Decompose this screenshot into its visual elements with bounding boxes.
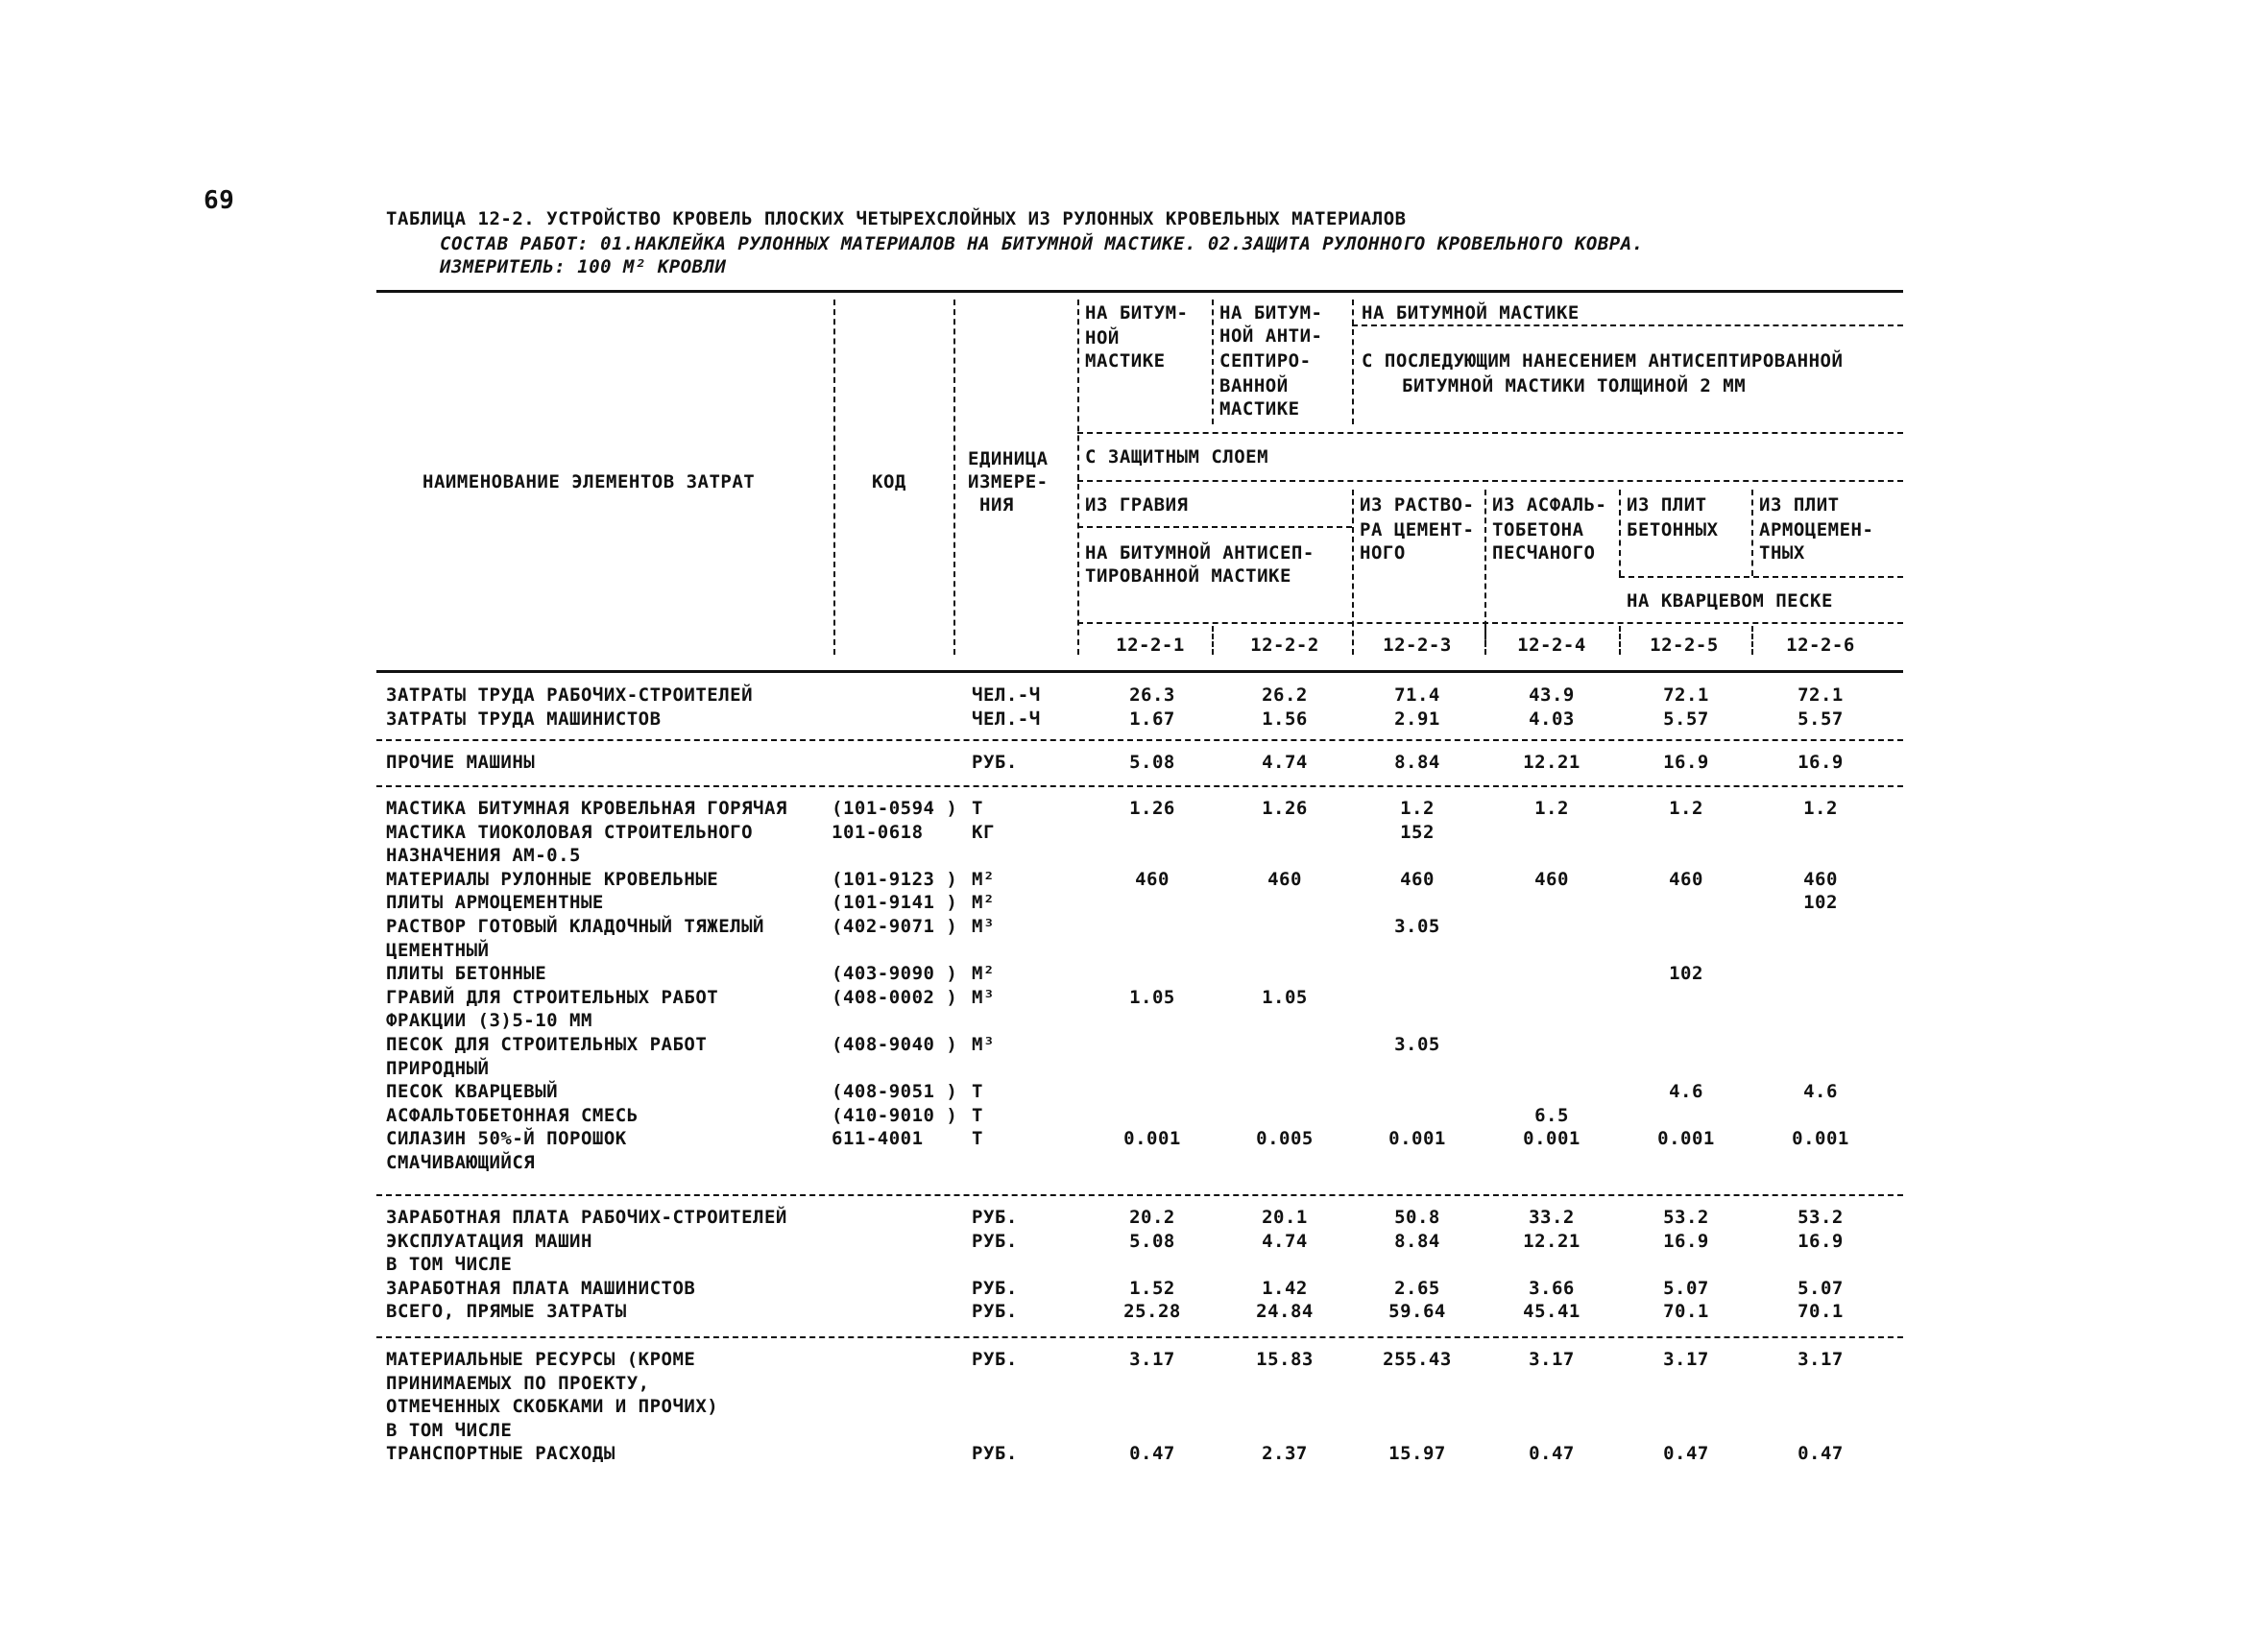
row-label: ЗАРАБОТНАЯ ПЛАТА МАШИНИСТОВ	[386, 1277, 696, 1299]
row-unit: РУБ.	[972, 1301, 1018, 1323]
row-label: ЗАТРАТЫ ТРУДА РАБОЧИХ-СТРОИТЕЛЕЙ	[386, 684, 754, 706]
row-label: МАСТИКА ТИОКОЛОВАЯ СТРОИТЕЛЬНОГО	[386, 821, 754, 843]
row-value: 1.2	[1400, 798, 1435, 819]
row-value: 0.47	[1798, 1443, 1844, 1465]
row-label: ПРОЧИЕ МАШИНЫ	[386, 752, 536, 773]
row-unit: ЧЕЛ.-Ч	[972, 684, 1041, 706]
row-value: 72.1	[1798, 684, 1844, 706]
row-value: 5.07	[1663, 1277, 1709, 1299]
row-label: ПЕСОК КВАРЦЕВЫЙ	[386, 1081, 559, 1103]
row-label: ЗАТРАТЫ ТРУДА МАШИНИСТОВ	[386, 708, 662, 730]
header-rule	[1077, 480, 1903, 482]
col2-header: ВАННОЙ	[1219, 375, 1289, 396]
col2-header: МАСТИКЕ	[1219, 398, 1300, 420]
row-value: 6.5	[1534, 1104, 1569, 1126]
row-code: 611-4001	[832, 1128, 924, 1150]
row-label: ОТМЕЧЕННЫХ СКОБКАМИ И ПРОЧИХ)	[386, 1396, 719, 1418]
row-value: 26.2	[1262, 684, 1308, 706]
row-code: (408-0002 )	[832, 986, 958, 1008]
header-rule	[1077, 526, 1352, 528]
row-value: 53.2	[1798, 1207, 1844, 1228]
row-unit: Т	[972, 1128, 983, 1150]
col6-header: ИЗ ПЛИТ	[1759, 494, 1840, 516]
row-value: 152	[1400, 821, 1435, 843]
row-value: 5.57	[1663, 708, 1709, 730]
header-rule	[1077, 622, 1903, 624]
protective-layer-header: С ЗАЩИТНЫМ СЛОЕМ	[1085, 446, 1269, 468]
row-label: АСФАЛЬТОБЕТОННАЯ СМЕСЬ	[386, 1104, 639, 1126]
row-value: 16.9	[1663, 752, 1709, 773]
row-value: 1.26	[1262, 798, 1308, 819]
column-code: 12-2-5	[1650, 635, 1719, 656]
quartz-sand-header: НА КВАРЦЕВОМ ПЕСКЕ	[1627, 590, 1833, 612]
col4-header: ТОБЕТОНА	[1492, 519, 1584, 540]
row-value: 102	[1669, 963, 1703, 985]
group-subheader: БИТУМНОЙ МАСТИКИ ТОЛЩИНОЙ 2 ММ	[1402, 375, 1747, 396]
separator	[1751, 490, 1753, 576]
row-value: 1.05	[1129, 986, 1175, 1008]
row-value: 0.001	[1657, 1128, 1715, 1150]
row-value: 70.1	[1798, 1301, 1844, 1323]
separator	[953, 300, 955, 655]
row-value: 1.2	[1669, 798, 1703, 819]
row-value: 460	[1400, 868, 1435, 890]
row-value: 16.9	[1663, 1230, 1709, 1252]
row-value: 8.84	[1394, 1230, 1440, 1252]
row-value: 70.1	[1663, 1301, 1709, 1323]
row-label: НАЗНАЧЕНИЯ АМ-0.5	[386, 845, 581, 867]
column-code: 12-2-3	[1383, 635, 1452, 656]
row-value: 72.1	[1663, 684, 1709, 706]
row-value: 26.3	[1129, 684, 1175, 706]
row-value: 20.2	[1129, 1207, 1175, 1228]
column-code: 12-2-1	[1116, 635, 1185, 656]
row-value: 3.17	[1663, 1349, 1709, 1370]
row-value: 4.03	[1529, 708, 1575, 730]
row-code: (403-9090 )	[832, 963, 958, 985]
row-value: 1.56	[1262, 708, 1308, 730]
column-unit-header: ЕДИНИЦА	[968, 448, 1049, 469]
header-top-rule	[376, 290, 1903, 293]
col2-header: НА БИТУМ-	[1219, 302, 1323, 324]
row-label: ЭКСПЛУАТАЦИЯ МАШИН	[386, 1230, 592, 1252]
row-value: 0.005	[1256, 1128, 1314, 1150]
row-label: СМАЧИВАЮЩИЙСЯ	[386, 1152, 536, 1173]
row-value: 3.66	[1529, 1277, 1575, 1299]
row-value: 3.17	[1529, 1349, 1575, 1370]
row-value: 43.9	[1529, 684, 1575, 706]
separator	[1352, 300, 1354, 424]
row-code: (101-9123 )	[832, 868, 958, 890]
row-unit: РУБ.	[972, 1349, 1018, 1370]
row-value: 0.47	[1663, 1443, 1709, 1465]
row-unit: М²	[972, 892, 995, 914]
row-label: ВСЕГО, ПРЯМЫЕ ЗАТРАТЫ	[386, 1301, 627, 1323]
row-value: 4.6	[1669, 1081, 1703, 1103]
row-code: (408-9040 )	[832, 1034, 958, 1055]
row-unit: КГ	[972, 821, 995, 843]
row-code: (410-9010 )	[832, 1104, 958, 1126]
row-value: 460	[1534, 868, 1569, 890]
row-label: ГРАВИЙ ДЛЯ СТРОИТЕЛЬНЫХ РАБОТ	[386, 986, 719, 1008]
row-value: 4.74	[1262, 1230, 1308, 1252]
row-code: (101-0594 )	[832, 798, 958, 819]
row-value: 460	[1135, 868, 1170, 890]
row-value: 0.001	[1792, 1128, 1849, 1150]
row-label: ПРИРОДНЫЙ	[386, 1057, 490, 1079]
col3-header: НОГО	[1360, 542, 1406, 564]
section-rule	[376, 785, 1903, 787]
gravel-subheader: НА БИТУМНОЙ АНТИСЕП-	[1085, 542, 1315, 564]
row-unit: М³	[972, 916, 995, 937]
section-rule	[376, 1194, 1903, 1196]
header-bottom-rule	[376, 670, 1903, 673]
row-value: 5.08	[1129, 1230, 1175, 1252]
row-value: 1.05	[1262, 986, 1308, 1008]
col6-header: ТНЫХ	[1759, 542, 1805, 564]
row-value: 460	[1803, 868, 1838, 890]
row-unit: РУБ.	[972, 1443, 1018, 1465]
row-value: 5.57	[1798, 708, 1844, 730]
row-label: СИЛАЗИН 50%-Й ПОРОШОК	[386, 1128, 627, 1150]
measure-unit: ИЗМЕРИТЕЛЬ: 100 М² КРОВЛИ	[440, 256, 727, 277]
col4-header: ИЗ АСФАЛЬ-	[1492, 494, 1607, 516]
row-label: ПЛИТЫ БЕТОННЫЕ	[386, 963, 547, 985]
row-label: В ТОМ ЧИСЛЕ	[386, 1419, 513, 1441]
row-unit: РУБ.	[972, 1207, 1018, 1228]
row-value: 2.65	[1394, 1277, 1440, 1299]
row-label: ПРИНИМАЕМЫХ ПО ПРОЕКТУ,	[386, 1372, 650, 1394]
section-rule	[376, 739, 1903, 741]
row-value: 3.05	[1394, 916, 1440, 937]
row-label: МАТЕРИАЛЬНЫЕ РЕСУРСЫ (КРОМЕ	[386, 1349, 696, 1370]
row-value: 102	[1803, 892, 1838, 914]
page-number: 69	[204, 186, 235, 215]
section-rule	[376, 1336, 1903, 1338]
row-value: 0.001	[1523, 1128, 1580, 1150]
col1-header: НА БИТУМ-	[1085, 302, 1189, 324]
row-value: 33.2	[1529, 1207, 1575, 1228]
row-value: 1.26	[1129, 798, 1175, 819]
col5-header: ИЗ ПЛИТ	[1627, 494, 1707, 516]
row-value: 460	[1267, 868, 1302, 890]
row-value: 24.84	[1256, 1301, 1314, 1323]
row-value: 3.05	[1394, 1034, 1440, 1055]
separator	[1077, 300, 1079, 655]
col2-header: НОЙ АНТИ-	[1219, 325, 1323, 347]
row-value: 20.1	[1262, 1207, 1308, 1228]
row-label: МАТЕРИАЛЫ РУЛОННЫЕ КРОВЕЛЬНЫЕ	[386, 868, 719, 890]
row-value: 8.84	[1394, 752, 1440, 773]
row-value: 25.28	[1123, 1301, 1181, 1323]
col6-header: АРМОЦЕМЕН-	[1759, 519, 1874, 540]
row-label: МАСТИКА БИТУМНАЯ КРОВЕЛЬНАЯ ГОРЯЧАЯ	[386, 798, 787, 819]
row-value: 1.2	[1534, 798, 1569, 819]
row-value: 5.07	[1798, 1277, 1844, 1299]
row-unit: ЧЕЛ.-Ч	[972, 708, 1041, 730]
row-label: РАСТВОР ГОТОВЫЙ КЛАДОЧНЫЙ ТЯЖЕЛЫЙ	[386, 916, 764, 937]
row-unit: Т	[972, 1081, 983, 1103]
row-value: 12.21	[1523, 1230, 1580, 1252]
row-value: 4.74	[1262, 752, 1308, 773]
gravel-subheader: ТИРОВАННОЙ МАСТИКЕ	[1085, 565, 1291, 587]
column-code-header: КОД	[872, 471, 906, 492]
row-value: 3.17	[1129, 1349, 1175, 1370]
group-header: НА БИТУМНОЙ МАСТИКЕ	[1362, 302, 1580, 324]
row-value: 0.47	[1529, 1443, 1575, 1465]
col3-header: ИЗ РАСТВО-	[1360, 494, 1475, 516]
row-value: 5.08	[1129, 752, 1175, 773]
column-unit-header: НИЯ	[979, 494, 1014, 516]
header-rule	[1619, 576, 1903, 578]
row-label: ЦЕМЕНТНЫЙ	[386, 939, 490, 961]
row-value: 0.47	[1129, 1443, 1175, 1465]
row-unit: Т	[972, 798, 983, 819]
row-unit: М²	[972, 868, 995, 890]
row-unit: РУБ.	[972, 1230, 1018, 1252]
row-value: 2.37	[1262, 1443, 1308, 1465]
row-value: 255.43	[1383, 1349, 1452, 1370]
row-value: 1.2	[1803, 798, 1838, 819]
row-value: 2.91	[1394, 708, 1440, 730]
work-composition: СОСТАВ РАБОТ: 01.НАКЛЕЙКА РУЛОННЫХ МАТЕРИАЛОВ НА БИТУМНОЙ МАСТИКЕ. 02.ЗАЩИТА РУЛОННОГО КРОВЕЛЬНОГО КОВРА.	[440, 233, 1644, 254]
row-unit: М³	[972, 1034, 995, 1055]
row-code: (408-9051 )	[832, 1081, 958, 1103]
row-value: 45.41	[1523, 1301, 1580, 1323]
row-value: 15.97	[1388, 1443, 1446, 1465]
separator	[833, 300, 835, 655]
row-value: 16.9	[1798, 752, 1844, 773]
row-value: 12.21	[1523, 752, 1580, 773]
column-code: 12-2-2	[1250, 635, 1319, 656]
column-code: 12-2-4	[1517, 635, 1586, 656]
row-code: (101-9141 )	[832, 892, 958, 914]
row-label: ЗАРАБОТНАЯ ПЛАТА РАБОЧИХ-СТРОИТЕЛЕЙ	[386, 1207, 787, 1228]
row-label: ТРАНСПОРТНЫЕ РАСХОДЫ	[386, 1443, 615, 1465]
col1-header: НОЙ	[1085, 327, 1120, 348]
col2-header: СЕПТИРО-	[1219, 350, 1312, 372]
row-value: 53.2	[1663, 1207, 1709, 1228]
group-subheader: С ПОСЛЕДУЮЩИМ НАНЕСЕНИЕМ АНТИСЕПТИРОВАННОЙ	[1362, 350, 1844, 372]
separator	[1619, 490, 1621, 576]
row-code: (402-9071 )	[832, 916, 958, 937]
col1-header: МАСТИКЕ	[1085, 350, 1166, 372]
row-label: ПЕСОК ДЛЯ СТРОИТЕЛЬНЫХ РАБОТ	[386, 1034, 708, 1055]
row-value: 1.42	[1262, 1277, 1308, 1299]
column-code: 12-2-6	[1786, 635, 1855, 656]
row-value: 1.67	[1129, 708, 1175, 730]
row-value: 4.6	[1803, 1081, 1838, 1103]
gravel-header: ИЗ ГРАВИЯ	[1085, 494, 1189, 516]
row-label: В ТОМ ЧИСЛЕ	[386, 1254, 513, 1276]
row-unit: Т	[972, 1104, 983, 1126]
separator	[1352, 490, 1354, 655]
row-value: 3.17	[1798, 1349, 1844, 1370]
row-value: 460	[1669, 868, 1703, 890]
row-value: 0.001	[1388, 1128, 1446, 1150]
row-value: 50.8	[1394, 1207, 1440, 1228]
row-unit: М³	[972, 986, 995, 1008]
header-rule	[1077, 432, 1903, 434]
row-value: 16.9	[1798, 1230, 1844, 1252]
row-value: 1.52	[1129, 1277, 1175, 1299]
row-label: ПЛИТЫ АРМОЦЕМЕНТНЫЕ	[386, 892, 604, 914]
row-unit: РУБ.	[972, 1277, 1018, 1299]
col4-header: ПЕСЧАНОГО	[1492, 542, 1596, 564]
row-value: 15.83	[1256, 1349, 1314, 1370]
column-unit-header: ИЗМЕРЕ-	[968, 471, 1049, 492]
col5-header: БЕТОННЫХ	[1627, 519, 1719, 540]
header-rule	[1352, 324, 1903, 326]
row-value: 0.001	[1123, 1128, 1181, 1150]
row-unit: РУБ.	[972, 752, 1018, 773]
col3-header: РА ЦЕМЕНТ-	[1360, 519, 1475, 540]
row-value: 59.64	[1388, 1301, 1446, 1323]
separator	[1212, 300, 1214, 424]
row-value: 71.4	[1394, 684, 1440, 706]
table-title: ТАБЛИЦА 12-2. УСТРОЙСТВО КРОВЕЛЬ ПЛОСКИХ ЧЕТЫРЕХСЛОЙНЫХ ИЗ РУЛОННЫХ КРОВЕЛЬНЫХ МАТЕРИАЛОВ	[386, 208, 1407, 229]
row-label: ФРАКЦИИ (3)5-10 ММ	[386, 1010, 592, 1032]
row-unit: М²	[972, 963, 995, 985]
row-code: 101-0618	[832, 821, 924, 843]
column-name-header: НАИМЕНОВАНИЕ ЭЛЕМЕНТОВ ЗАТРАТ	[422, 471, 756, 492]
